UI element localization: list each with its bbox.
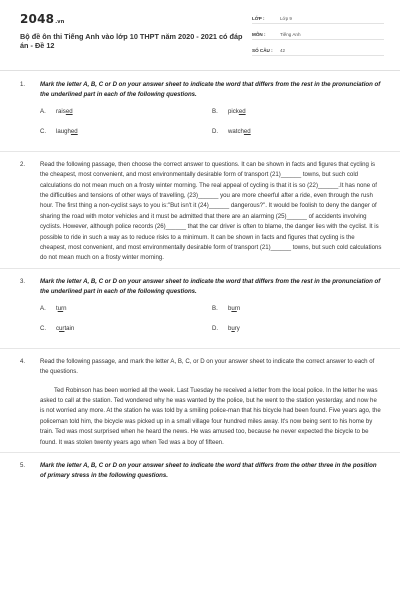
underlined-part: ur bbox=[59, 324, 65, 332]
meta-row-grade bbox=[252, 13, 384, 24]
meta-key: MÔN : bbox=[252, 32, 266, 37]
question-divider bbox=[0, 348, 400, 349]
option-word bbox=[56, 324, 74, 334]
option-letter: A. bbox=[40, 107, 46, 115]
option-letter: D. bbox=[212, 324, 219, 332]
word-part: b bbox=[228, 304, 232, 312]
underlined-part: ur bbox=[57, 304, 64, 312]
word-part: tain bbox=[64, 324, 75, 332]
underlined-part: ed bbox=[243, 127, 251, 135]
logo-suffix: .vn bbox=[55, 19, 65, 25]
word-part: c bbox=[56, 324, 60, 332]
reading-passage: Ted Robinson has been worried all the week. Last Tuesday he received a letter from the local police. In the letter he was asked to call at the station. Ted wondered why he was wanted by the police, but he went to the station yesterday, and now he is not worried any more. At the station he was told by a smiling police-man that his bicycle had been found. Five years ago, the policeman told him, the bicycle was picked up in a small village four hundred miles away. It's now being sent to his home by train. Ted was most surprised when he heard the news. He was amused too, because he never expected the bicycle to be found. It was stolen twenty years ago when Ted was a boy of fifteen. bbox=[40, 386, 381, 446]
option-word bbox=[228, 304, 240, 314]
option-c[interactable] bbox=[40, 127, 212, 147]
option-letter: C. bbox=[40, 127, 47, 135]
meta-row-subject bbox=[252, 29, 384, 40]
page-header bbox=[14, 8, 386, 64]
logo-text: 2048 bbox=[20, 12, 55, 26]
question-list bbox=[20, 80, 382, 482]
underlined-part: ed bbox=[238, 107, 246, 115]
question-number: 2. bbox=[20, 160, 26, 168]
question-instruction: Mark the letter A, B, C or D on your answer sheet to indicate the word that differs from the rest in the pronunciation of the underlined part in each of the following questions. bbox=[40, 81, 381, 99]
option-word bbox=[228, 107, 246, 117]
option-a[interactable] bbox=[40, 107, 212, 127]
option-letter: D. bbox=[212, 127, 219, 135]
question-3 bbox=[20, 277, 382, 344]
option-letter: C. bbox=[40, 324, 47, 332]
word-part: watch bbox=[228, 127, 244, 135]
underlined-part: ur bbox=[231, 304, 237, 312]
meta-value: 42 bbox=[280, 48, 286, 53]
question-text: Read the following passage, then choose the correct answer to questions. It can be shown in facts and figures that cycling is the cheapest, most convenient, and most environmentally desirable form of transport (21)______ towns, but such cold calculations do not mean much on a frosty winter morning. The real appeal of cycling is that it is so (22)______.It has none of the difficulties and tensions of other ways of travelling, (23)______ you are more cheerful after a ride, even through the rush hour. The first thing a non-cyclist says to you is:"But isn't it (24)______ dangerous?". It would be foolish to deny the danger of sharing the road with motor vehicles and it must be admitted that there are an alarming (25)______ of accidents involving cyclists. However, although police records (26)______ that the car driver is often to blame, the danger lies with the cyclist. It is possible to ride in such a way as to reduce risks to a minimum. It can be shown in facts and figures that cycling is the cheapest, most convenient, and most environmentally desirable form of transport (21)______ towns, but such cold calculations do not mean much on a frosty winter morning. bbox=[40, 160, 382, 262]
word-part: ry bbox=[234, 324, 240, 332]
answer-options bbox=[40, 107, 382, 147]
question-number: 4. bbox=[20, 357, 26, 365]
question-5 bbox=[20, 461, 382, 482]
question-4 bbox=[20, 357, 382, 448]
question-instruction: Mark the letter A, B, C or D on your answer sheet to indicate the word that differs from the rest in the pronunciation of the underlined part in each of the following questions. bbox=[40, 277, 381, 296]
word-part: n bbox=[236, 304, 241, 312]
header-divider bbox=[0, 70, 400, 71]
option-letter: B. bbox=[212, 304, 218, 312]
question-1 bbox=[20, 80, 382, 147]
option-word bbox=[228, 324, 240, 334]
word-part: pick bbox=[228, 107, 239, 115]
document-title: Bộ đề ôn thi Tiếng Anh vào lớp 10 THPT năm 2020 - 2021 có đáp án - Đề 12 bbox=[20, 32, 243, 50]
word-part: n bbox=[63, 304, 67, 312]
meta-value: Tiếng Anh bbox=[280, 32, 301, 37]
question-divider bbox=[0, 452, 400, 453]
option-b[interactable] bbox=[212, 304, 384, 324]
word-part: t bbox=[56, 304, 58, 312]
meta-value: Lớp 9 bbox=[280, 16, 292, 21]
site-logo[interactable] bbox=[20, 12, 65, 26]
option-letter: A. bbox=[40, 304, 46, 312]
word-part: rais bbox=[56, 107, 66, 115]
meta-panel bbox=[252, 13, 384, 61]
word-part: laugh bbox=[56, 127, 71, 135]
option-word bbox=[56, 107, 73, 117]
option-d[interactable] bbox=[212, 324, 384, 344]
option-d[interactable] bbox=[212, 127, 384, 147]
question-instruction: Mark the letter A, B, C or D on your answer sheet to indicate the word that differs from the other three in the position of primary stress in the following questions. bbox=[40, 461, 377, 480]
option-letter: B. bbox=[212, 107, 218, 115]
option-a[interactable] bbox=[40, 304, 212, 324]
question-text: Read the following passage, and mark the letter A, B, C, or D on your answer sheet to indicate the correct answer to each of the questions. bbox=[40, 357, 375, 376]
underlined-part: ed bbox=[65, 107, 73, 115]
question-2 bbox=[20, 160, 382, 264]
option-word bbox=[228, 127, 251, 137]
meta-row-count bbox=[252, 45, 384, 56]
answer-options bbox=[40, 304, 382, 344]
meta-key: SỐ CÂU : bbox=[252, 48, 273, 53]
option-c[interactable] bbox=[40, 324, 212, 344]
question-divider bbox=[0, 268, 400, 269]
question-divider bbox=[0, 151, 400, 152]
question-number: 3. bbox=[20, 277, 26, 285]
meta-key: LỚP : bbox=[252, 16, 265, 21]
underlined-part: ed bbox=[70, 127, 78, 135]
question-number: 1. bbox=[20, 81, 26, 88]
word-part: b bbox=[228, 324, 232, 332]
option-word bbox=[56, 127, 78, 137]
option-b[interactable] bbox=[212, 107, 384, 127]
underlined-part: u bbox=[231, 324, 235, 332]
option-word bbox=[56, 304, 67, 314]
question-number: 5. bbox=[20, 461, 26, 469]
